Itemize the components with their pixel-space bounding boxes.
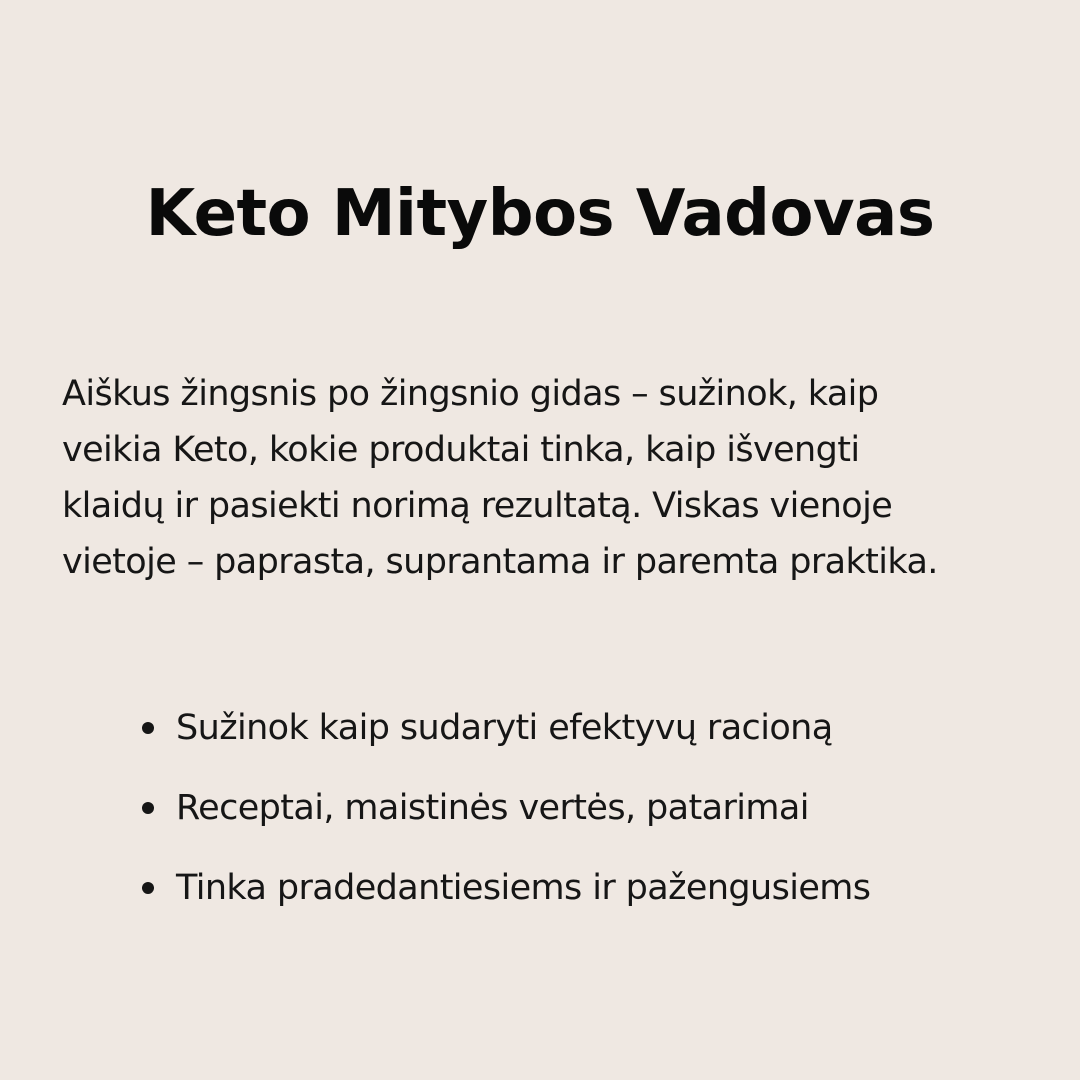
intro-line: vietoje – paprasta, suprantama ir paremta praktika.	[62, 542, 938, 582]
bullet-dot-icon	[142, 722, 154, 734]
intro-line: Aiškus žingsnis po žingsnio gidas – sužinok, kaip	[62, 374, 879, 414]
list-item	[138, 780, 1038, 860]
list-item-text: Receptai, maistinės vertės, patarimai	[176, 788, 809, 828]
intro-paragraph	[62, 366, 1022, 590]
list-item	[138, 700, 1038, 780]
intro-line: klaidų ir pasiekti norimą rezultatą. Viskas vienoje	[62, 486, 893, 526]
list-item	[138, 860, 1038, 940]
intro-line: veikia Keto, kokie produktai tinka, kaip išvengti	[62, 430, 860, 470]
bullet-dot-icon	[142, 802, 154, 814]
list-item-text: Tinka pradedantiesiems ir pažengusiems	[176, 868, 871, 908]
bullet-dot-icon	[142, 882, 154, 894]
page-title: Keto Mitybos Vadovas	[145, 177, 935, 251]
list-item-text: Sužinok kaip sudaryti efektyvų racioną	[176, 708, 833, 748]
feature-list	[138, 700, 1038, 940]
